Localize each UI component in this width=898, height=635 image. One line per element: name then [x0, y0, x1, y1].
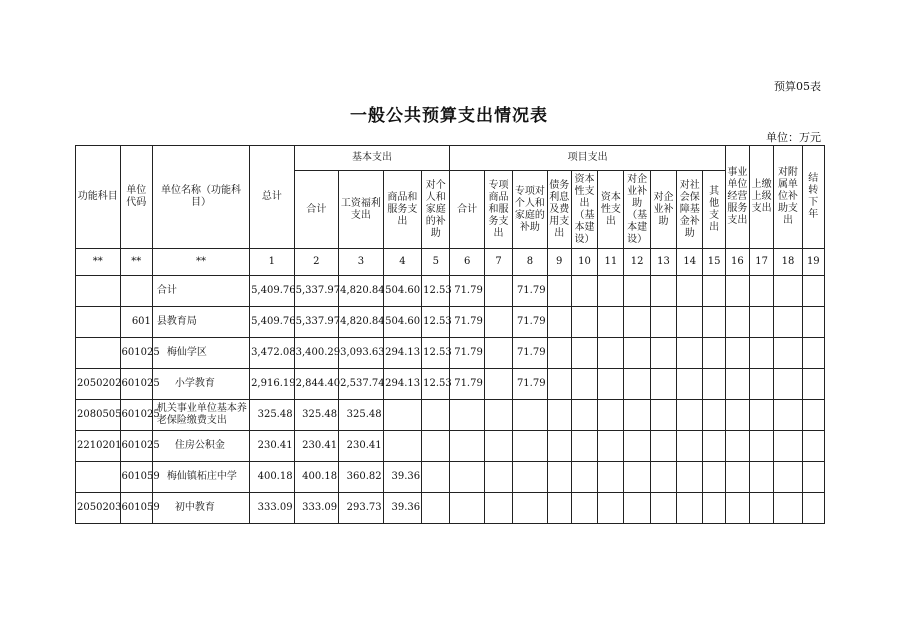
- unit-name-cell: 住房公积金: [152, 431, 249, 462]
- func-code-cell: 2080505: [76, 400, 121, 431]
- col-number: **: [152, 249, 249, 276]
- value-cell: [802, 431, 824, 462]
- value-cell: [725, 400, 749, 431]
- table-row: [76, 431, 825, 462]
- value-cell: [598, 462, 624, 493]
- value-cell: [677, 493, 703, 524]
- col-number: 4: [383, 249, 421, 276]
- value-cell: 71.79: [513, 369, 547, 400]
- value-cell: [703, 462, 725, 493]
- unit-code-cell: 601025: [120, 400, 152, 431]
- value-cell: [725, 369, 749, 400]
- value-cell: [571, 307, 597, 338]
- value-cell: [774, 369, 802, 400]
- value-cell: [802, 276, 824, 307]
- value-cell: 39.36: [383, 493, 421, 524]
- value-cell: [750, 369, 774, 400]
- value-cell: 3,400.29: [294, 338, 339, 369]
- value-cell: [450, 431, 484, 462]
- value-cell: 71.79: [450, 276, 484, 307]
- func-code-cell: 2210201: [76, 431, 121, 462]
- header-proj-total: 合计: [450, 171, 484, 249]
- page-title: 一般公共预算支出情况表: [350, 106, 548, 126]
- value-cell: 12.53: [422, 307, 450, 338]
- value-cell: 294.13: [383, 338, 421, 369]
- value-cell: [624, 369, 650, 400]
- table-row: [76, 462, 825, 493]
- value-cell: 325.48: [294, 400, 339, 431]
- header-unit-name: 单位名称（功能科目）: [152, 146, 249, 249]
- col-number: 17: [750, 249, 774, 276]
- value-cell: 230.41: [339, 431, 384, 462]
- value-cell: [624, 462, 650, 493]
- col-number: 19: [802, 249, 824, 276]
- value-cell: [624, 400, 650, 431]
- value-cell: [513, 400, 547, 431]
- unit-code-cell: 601025: [120, 431, 152, 462]
- value-cell: [547, 276, 571, 307]
- value-cell: 5,337.97: [294, 276, 339, 307]
- header-carry: 结转下年: [802, 146, 824, 249]
- header-business: 事业单位经营服务支出: [725, 146, 749, 249]
- value-cell: [624, 338, 650, 369]
- col-number: 1: [250, 249, 295, 276]
- value-cell: 12.53: [422, 338, 450, 369]
- value-cell: [422, 431, 450, 462]
- value-cell: 333.09: [250, 493, 295, 524]
- value-cell: 400.18: [294, 462, 339, 493]
- value-cell: 2,537.74: [339, 369, 384, 400]
- value-cell: [725, 338, 749, 369]
- table-row: [76, 493, 825, 524]
- value-cell: [571, 369, 597, 400]
- col-number: 11: [598, 249, 624, 276]
- unit-name-cell: 初中教育: [152, 493, 249, 524]
- value-cell: 71.79: [450, 307, 484, 338]
- header-upper: 上缴上级支出: [750, 146, 774, 249]
- func-code-cell: [76, 307, 121, 338]
- col-number: 16: [725, 249, 749, 276]
- value-cell: [750, 431, 774, 462]
- header-personal: 对个人和家庭的补助: [422, 171, 450, 249]
- value-cell: [703, 369, 725, 400]
- col-number: 14: [677, 249, 703, 276]
- value-cell: [547, 462, 571, 493]
- value-cell: 294.13: [383, 369, 421, 400]
- col-number: 9: [547, 249, 571, 276]
- header-debt: 债务利息及费用支出: [547, 171, 571, 249]
- value-cell: 293.73: [339, 493, 384, 524]
- value-cell: [703, 493, 725, 524]
- func-code-cell: [76, 338, 121, 369]
- value-cell: [774, 431, 802, 462]
- value-cell: [547, 338, 571, 369]
- col-number: 18: [774, 249, 802, 276]
- value-cell: 230.41: [294, 431, 339, 462]
- value-cell: 4,820.84: [339, 307, 384, 338]
- value-cell: [513, 462, 547, 493]
- unit-code-cell: 601025: [120, 369, 152, 400]
- value-cell: 504.60: [383, 307, 421, 338]
- unit-name-cell: 梅仙镇柘庄中学: [152, 462, 249, 493]
- unit-name-cell: 小学教育: [152, 369, 249, 400]
- value-cell: 504.60: [383, 276, 421, 307]
- value-cell: 39.36: [383, 462, 421, 493]
- value-cell: [802, 493, 824, 524]
- header-social: 对社会保障基金补助: [677, 171, 703, 249]
- value-cell: [774, 493, 802, 524]
- func-code-cell: 2050203: [76, 493, 121, 524]
- value-cell: 230.41: [250, 431, 295, 462]
- value-cell: [484, 493, 512, 524]
- value-cell: 325.48: [339, 400, 384, 431]
- value-cell: [677, 400, 703, 431]
- value-cell: [571, 400, 597, 431]
- col-number: 15: [703, 249, 725, 276]
- value-cell: [598, 369, 624, 400]
- value-cell: [750, 462, 774, 493]
- value-cell: 71.79: [450, 369, 484, 400]
- value-cell: 3,472.08: [250, 338, 295, 369]
- unit-name-cell: 机关事业单位基本养老保险缴费支出: [152, 400, 249, 431]
- value-cell: [802, 462, 824, 493]
- func-code-cell: 2050202: [76, 369, 121, 400]
- value-cell: 12.53: [422, 369, 450, 400]
- value-cell: [750, 307, 774, 338]
- value-cell: [571, 431, 597, 462]
- header-salary: 工资福利支出: [339, 171, 384, 249]
- value-cell: [650, 338, 676, 369]
- value-cell: [571, 493, 597, 524]
- value-cell: [571, 462, 597, 493]
- value-cell: 71.79: [513, 307, 547, 338]
- func-code-cell: [76, 276, 121, 307]
- value-cell: 71.79: [513, 276, 547, 307]
- value-cell: 360.82: [339, 462, 384, 493]
- value-cell: [650, 462, 676, 493]
- value-cell: [725, 493, 749, 524]
- value-cell: 400.18: [250, 462, 295, 493]
- value-cell: [484, 338, 512, 369]
- value-cell: [802, 338, 824, 369]
- value-cell: [383, 431, 421, 462]
- header-capital: 资本性支出: [598, 171, 624, 249]
- value-cell: [703, 431, 725, 462]
- value-cell: [802, 400, 824, 431]
- value-cell: [802, 369, 824, 400]
- value-cell: [677, 338, 703, 369]
- header-enterprise: 对企业补助: [650, 171, 676, 249]
- value-cell: [484, 431, 512, 462]
- value-cell: 5,409.76: [250, 276, 295, 307]
- unit-label: 单位：万元: [766, 131, 821, 144]
- header-basic-total: 合计: [294, 171, 339, 249]
- value-cell: [484, 369, 512, 400]
- value-cell: [624, 493, 650, 524]
- table-row: [76, 276, 825, 307]
- value-cell: [650, 431, 676, 462]
- value-cell: [774, 400, 802, 431]
- unit-name-cell: 梅仙学区: [152, 338, 249, 369]
- header-other: 其他支出: [703, 171, 725, 249]
- value-cell: [677, 431, 703, 462]
- value-cell: [677, 276, 703, 307]
- value-cell: [725, 431, 749, 462]
- value-cell: [484, 276, 512, 307]
- unit-code-cell: 601: [120, 307, 152, 338]
- unit-code-cell: 601059: [120, 493, 152, 524]
- header-func-code: 功能科目: [76, 146, 121, 249]
- value-cell: [624, 431, 650, 462]
- value-cell: [650, 276, 676, 307]
- value-cell: [598, 338, 624, 369]
- value-cell: [383, 400, 421, 431]
- col-number: 10: [571, 249, 597, 276]
- value-cell: [422, 400, 450, 431]
- col-number: 7: [484, 249, 512, 276]
- value-cell: [547, 431, 571, 462]
- header-total: 总计: [250, 146, 295, 249]
- value-cell: [703, 338, 725, 369]
- value-cell: [774, 276, 802, 307]
- value-cell: [750, 276, 774, 307]
- unit-code-cell: 601059: [120, 462, 152, 493]
- value-cell: [725, 462, 749, 493]
- value-cell: [571, 276, 597, 307]
- unit-name-cell: 合计: [152, 276, 249, 307]
- value-cell: [547, 369, 571, 400]
- value-cell: [703, 276, 725, 307]
- header-enterprise-basic: 对企业补助（基本建设）: [624, 171, 650, 249]
- value-cell: [513, 493, 547, 524]
- col-number: 5: [422, 249, 450, 276]
- value-cell: 3,093.63: [339, 338, 384, 369]
- col-number: 3: [339, 249, 384, 276]
- header-goods: 商品和服务支出: [383, 171, 421, 249]
- value-cell: [422, 493, 450, 524]
- value-cell: [725, 276, 749, 307]
- col-number: **: [76, 249, 121, 276]
- value-cell: [703, 307, 725, 338]
- value-cell: [650, 307, 676, 338]
- col-number: 13: [650, 249, 676, 276]
- value-cell: [598, 431, 624, 462]
- value-cell: [650, 369, 676, 400]
- value-cell: 71.79: [450, 338, 484, 369]
- value-cell: 4,820.84: [339, 276, 384, 307]
- col-number: 2: [294, 249, 339, 276]
- value-cell: [571, 338, 597, 369]
- header-unit-code: 单位代码: [120, 146, 152, 249]
- value-cell: 12.53: [422, 276, 450, 307]
- col-number: 6: [450, 249, 484, 276]
- value-cell: [703, 400, 725, 431]
- value-cell: [513, 431, 547, 462]
- col-number: 12: [624, 249, 650, 276]
- value-cell: [598, 493, 624, 524]
- value-cell: [450, 400, 484, 431]
- value-cell: 71.79: [513, 338, 547, 369]
- value-cell: [677, 462, 703, 493]
- value-cell: [750, 493, 774, 524]
- value-cell: 2,844.40: [294, 369, 339, 400]
- value-cell: [725, 307, 749, 338]
- value-cell: [422, 462, 450, 493]
- column-number-row: [76, 249, 825, 276]
- header-basic-group: 基本支出: [294, 146, 450, 171]
- func-code-cell: [76, 462, 121, 493]
- value-cell: [650, 493, 676, 524]
- unit-name-cell: 县教育局: [152, 307, 249, 338]
- value-cell: [598, 307, 624, 338]
- header-proj-goods: 专项商品和服务支出: [484, 171, 512, 249]
- value-cell: [802, 307, 824, 338]
- table-row: [76, 400, 825, 431]
- value-cell: 333.09: [294, 493, 339, 524]
- value-cell: [598, 276, 624, 307]
- value-cell: [547, 400, 571, 431]
- header-project-group: 项目支出: [450, 146, 725, 171]
- value-cell: [650, 400, 676, 431]
- value-cell: [450, 493, 484, 524]
- value-cell: [547, 493, 571, 524]
- value-cell: [598, 400, 624, 431]
- unit-code-cell: 601025: [120, 338, 152, 369]
- value-cell: [484, 307, 512, 338]
- value-cell: [774, 338, 802, 369]
- form-number: 预算05表: [774, 80, 821, 93]
- table-row: [76, 307, 825, 338]
- value-cell: 5,337.97: [294, 307, 339, 338]
- value-cell: [774, 462, 802, 493]
- budget-table: [75, 145, 825, 524]
- header-subsidiary: 对附属单位补助支出: [774, 146, 802, 249]
- header-capital-basic: 资本性支出（基本建设）: [571, 171, 597, 249]
- value-cell: 5,409.76: [250, 307, 295, 338]
- value-cell: 325.48: [250, 400, 295, 431]
- col-number: **: [120, 249, 152, 276]
- value-cell: [677, 369, 703, 400]
- value-cell: [547, 307, 571, 338]
- table-row: [76, 338, 825, 369]
- unit-code-cell: [120, 276, 152, 307]
- value-cell: [624, 276, 650, 307]
- value-cell: [484, 400, 512, 431]
- value-cell: 2,916.19: [250, 369, 295, 400]
- header-proj-personal: 专项对个人和家庭的补助: [513, 171, 547, 249]
- value-cell: [450, 462, 484, 493]
- value-cell: [677, 307, 703, 338]
- value-cell: [484, 462, 512, 493]
- value-cell: [774, 307, 802, 338]
- table-row: [76, 369, 825, 400]
- value-cell: [750, 338, 774, 369]
- col-number: 8: [513, 249, 547, 276]
- value-cell: [624, 307, 650, 338]
- value-cell: [750, 400, 774, 431]
